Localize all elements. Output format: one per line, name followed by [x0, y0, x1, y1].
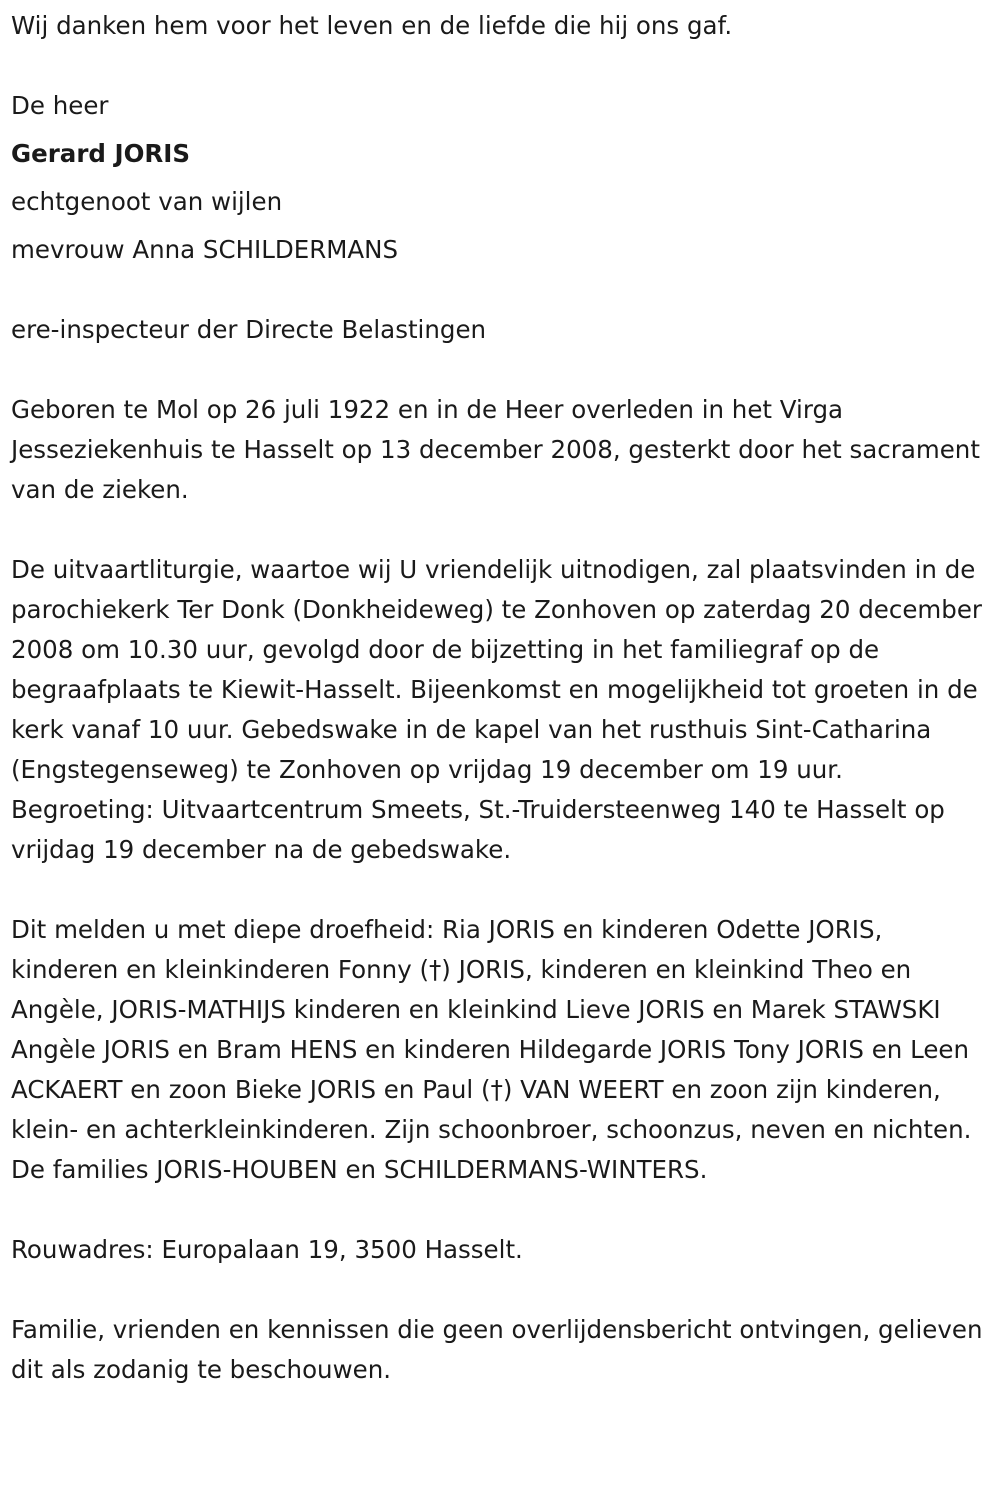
title-line: De heer — [11, 91, 109, 120]
obituary-notice — [11, 6, 989, 1390]
spacer — [11, 870, 989, 910]
spacer — [11, 1190, 989, 1230]
spacer — [11, 350, 989, 390]
birth-death-paragraph: Geboren te Mol op 26 juli 1922 en in de Heer overleden in het Virga Jesseziekenhuis te Hasselt op 13 december 2008, gesterkt door het sacrament van de zieken. — [11, 395, 980, 504]
funeral-paragraph: De uitvaartliturgie, waartoe wij U vriendelijk uitnodigen, zal plaatsvinden in de parochiekerk Ter Donk (Donkheideweg) te Zonhoven op zaterdag 20 december 2008 om 10.30 uur, gevolgd door de bijzetting in het familiegraf op de begraafplaats te Kiewit-Hasselt. Bijeenkomst en mogelijkheid tot groeten in de kerk vanaf 10 uur. Gebedswake in de kapel van het rusthuis Sint-Catharina (Engstegenseweg) te Zonhoven op vrijdag 19 december om 19 uur. Begroeting: Uitvaartcentrum Smeets, St.-Truidersteenweg 140 te Hasselt op vrijdag 19 december na de gebedswake. — [11, 555, 982, 864]
closing-paragraph: Familie, vrienden en kennissen die geen overlijdensbericht ontvingen, gelieven dit als zodanig te beschouwen. — [11, 1315, 983, 1384]
spacer — [11, 270, 989, 310]
spouse-line: mevrouw Anna SCHILDERMANS — [11, 235, 399, 264]
relation-line: echtgenoot van wijlen — [11, 187, 283, 216]
profession-line: ere-inspecteur der Directe Belastingen — [11, 315, 487, 344]
spacer — [11, 46, 989, 86]
family-paragraph: Dit melden u met diepe droefheid: Ria JORIS en kinderen Odette JORIS, kinderen en kleinkinderen Fonny (†) JORIS, kinderen en kleinkind Theo en Angèle, JORIS-MATHIJS kinderen en kleinkind Lieve JORIS en Marek STAWSKI Angèle JORIS en Bram HENS en kinderen Hildegarde JORIS Tony JORIS en Leen ACKAERT en zoon Bieke JORIS en Paul (†) VAN WEERT en zoon zijn kinderen, klein- en achterkleinkinderen. Zijn schoonbroer, schoonzus, neven en nichten. De families JORIS-HOUBEN en SCHILDERMANS-WINTERS. — [11, 915, 972, 1184]
spacer — [11, 1270, 989, 1310]
thanks-line: Wij danken hem voor het leven en de liefde die hij ons gaf. — [11, 11, 733, 40]
address-line: Rouwadres: Europalaan 19, 3500 Hasselt. — [11, 1235, 523, 1264]
deceased-name: Gerard JORIS — [11, 139, 191, 168]
spacer — [11, 510, 989, 550]
